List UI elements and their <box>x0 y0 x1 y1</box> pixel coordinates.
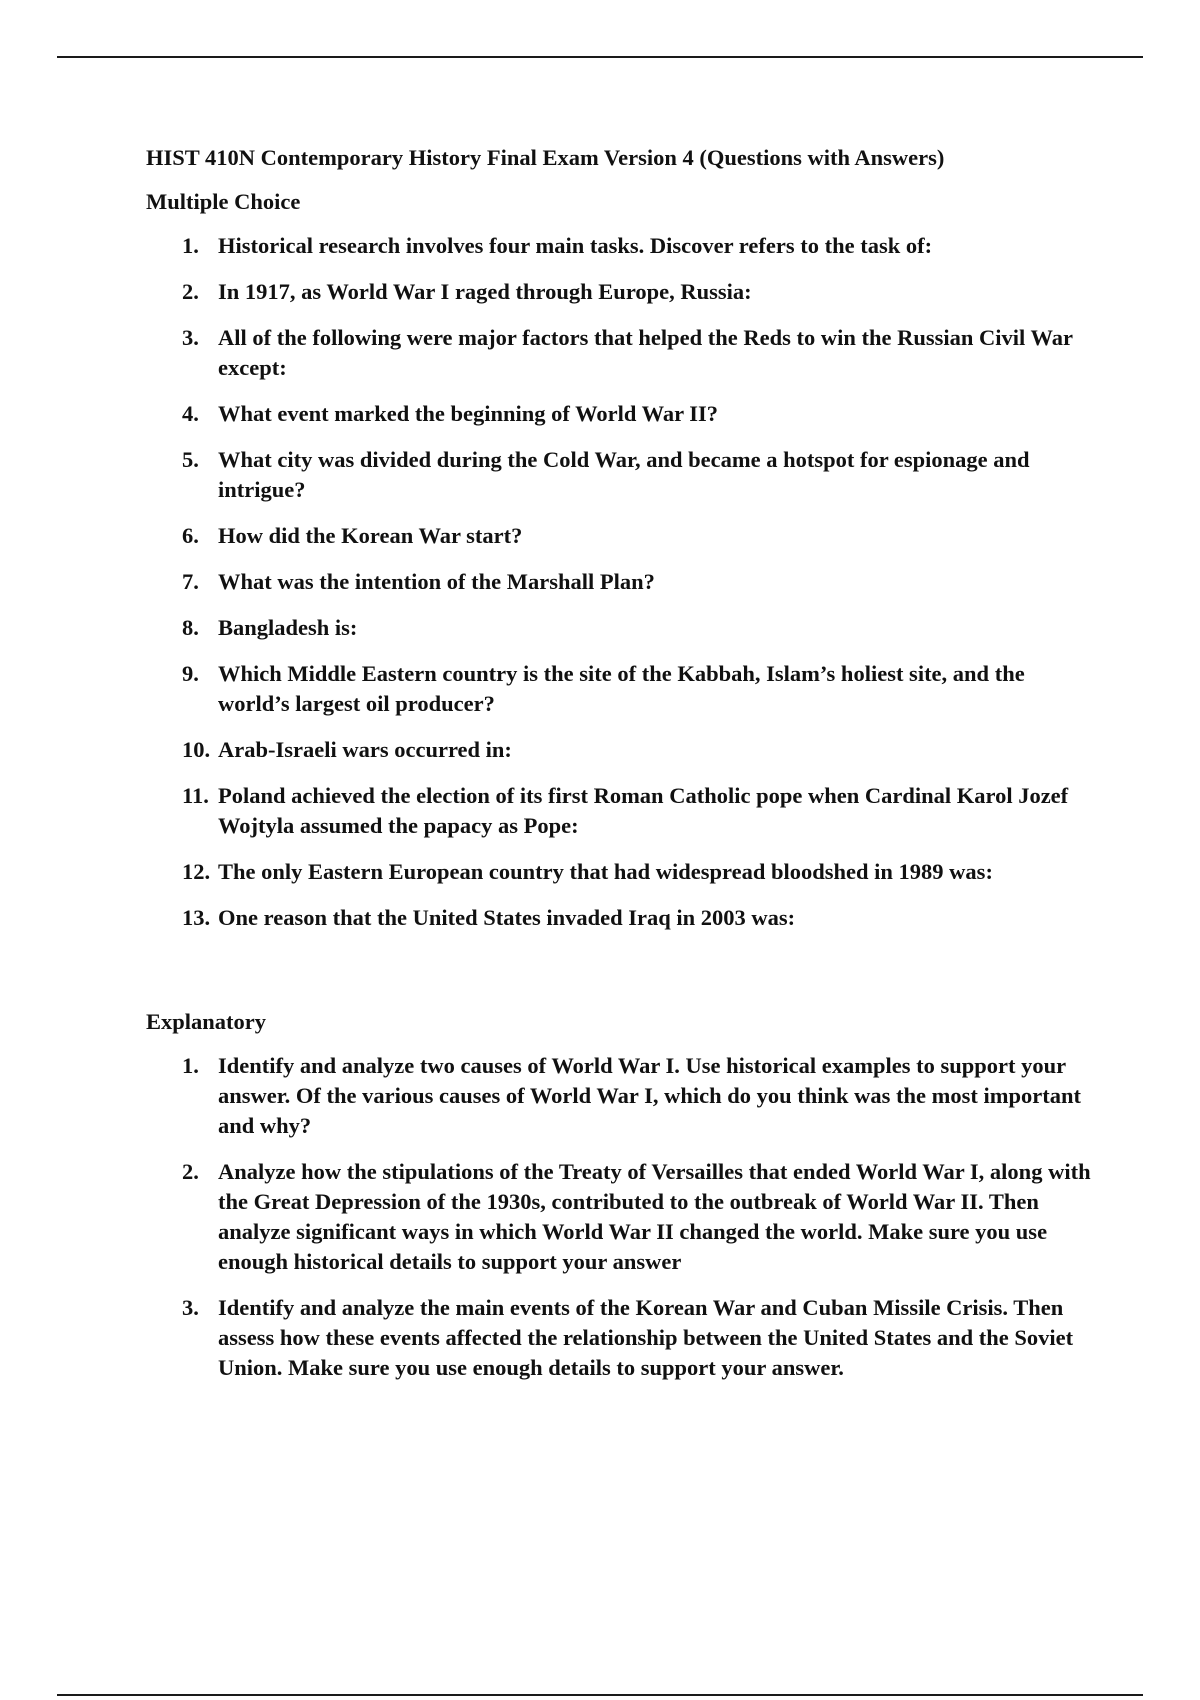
question-number: 10. <box>182 737 211 762</box>
question-item <box>146 399 1096 429</box>
question-text: How did the Korean War start? <box>218 523 523 548</box>
document-title: HIST 410N Contemporary History Final Exam Version 4 (Questions with Answers) <box>146 145 945 170</box>
question-text: Bangladesh is: <box>218 615 358 640</box>
question-text: The only Eastern European country that had widespread bloodshed in 1989 was: <box>218 859 993 884</box>
multiple-choice-list <box>146 231 1096 933</box>
question-item <box>146 735 1096 765</box>
question-number: 2. <box>182 279 199 304</box>
question-item <box>146 857 1096 887</box>
question-number: 5. <box>182 447 199 472</box>
question-text: In 1917, as World War I raged through Europe, Russia: <box>218 279 752 304</box>
question-item <box>146 445 1096 505</box>
question-number: 2. <box>182 1159 199 1184</box>
question-number: 6. <box>182 523 199 548</box>
question-item <box>146 277 1096 307</box>
section-spacer <box>146 949 1096 1007</box>
question-text: Arab-Israeli wars occurred in: <box>218 737 512 762</box>
explanatory-list <box>146 1051 1096 1383</box>
question-item <box>146 659 1096 719</box>
question-number: 13. <box>182 905 211 930</box>
bottom-rule <box>57 1694 1143 1696</box>
question-text: Historical research involves four main tasks. Discover refers to the task of: <box>218 233 933 258</box>
question-item <box>146 1293 1096 1383</box>
question-item <box>146 231 1096 261</box>
question-number: 9. <box>182 661 199 686</box>
question-number: 1. <box>182 1053 199 1078</box>
question-text: Which Middle Eastern country is the site of the Kabbah, Islam’s holiest site, and the world’s largest oil producer? <box>218 661 1025 716</box>
question-text: Identify and analyze two causes of World War I. Use historical examples to support your answer. Of the various causes of World War I, which do you think was the most important and why? <box>218 1053 1082 1138</box>
question-item <box>146 323 1096 383</box>
question-number: 3. <box>182 1295 199 1320</box>
question-item <box>146 567 1096 597</box>
multiple-choice-heading: Multiple Choice <box>146 189 301 214</box>
question-text: All of the following were major factors that helped the Reds to win the Russian Civil War except: <box>218 325 1073 380</box>
question-item <box>146 781 1096 841</box>
question-number: 3. <box>182 325 199 350</box>
question-text: Analyze how the stipulations of the Treaty of Versailles that ended World War I, along with the Great Depression of the 1930s, contributed to the outbreak of World War II. Then analyze significant ways in which World War II changed the world. Make sure you use enough historical details to support your answer <box>218 1159 1091 1274</box>
question-item <box>146 1051 1096 1141</box>
question-item <box>146 1157 1096 1277</box>
question-number: 12. <box>182 859 211 884</box>
question-number: 11. <box>182 783 209 808</box>
question-text: Identify and analyze the main events of the Korean War and Cuban Missile Crisis. Then assess how these events affected the relationship between the United States and the Soviet Union. Make sure you use enough details to support your answer. <box>218 1295 1074 1380</box>
question-number: 1. <box>182 233 199 258</box>
question-text: What event marked the beginning of World War II? <box>218 401 719 426</box>
question-text: What was the intention of the Marshall Plan? <box>218 569 655 594</box>
question-text: One reason that the United States invaded Iraq in 2003 was: <box>218 905 796 930</box>
question-text: Poland achieved the election of its first Roman Catholic pope when Cardinal Karol Jozef Wojtyla assumed the papacy as Pope: <box>218 783 1069 838</box>
question-number: 7. <box>182 569 199 594</box>
question-item <box>146 521 1096 551</box>
top-rule <box>57 56 1143 58</box>
exam-document <box>146 143 1096 1399</box>
question-item <box>146 903 1096 933</box>
question-number: 4. <box>182 401 199 426</box>
question-number: 8. <box>182 615 199 640</box>
question-item <box>146 613 1096 643</box>
question-text: What city was divided during the Cold War, and became a hotspot for espionage and intrigue? <box>218 447 1030 502</box>
explanatory-heading: Explanatory <box>146 1009 267 1034</box>
